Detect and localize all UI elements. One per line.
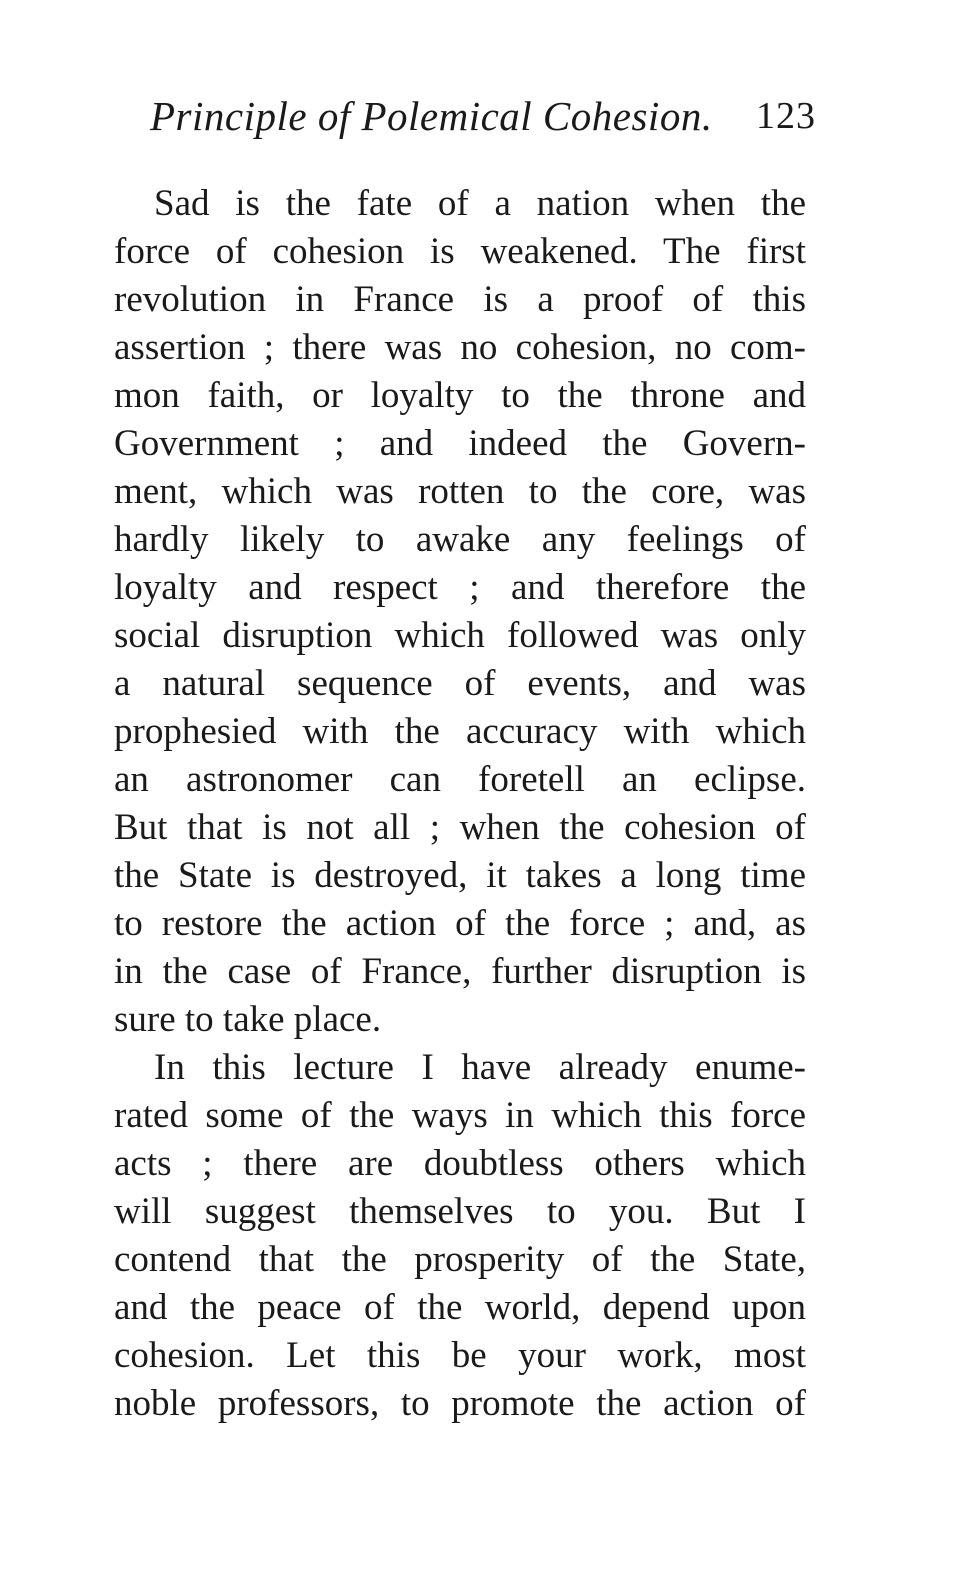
text-line: hardly likely to awake any feelings of [114,519,806,560]
text-line: Sad is the fate of a nation when the [154,183,806,224]
text-line: in the case of France, further disruption is [114,951,806,992]
paragraph-2 [114,1044,806,1428]
text-line: a natural sequence of events, and was [114,663,806,704]
running-title: Principle of Polemical Cohesion. [150,93,713,139]
text-line: sure to take place. [114,999,382,1040]
page-number: 123 [756,95,816,137]
text-line: force of cohesion is weakened. The first [114,231,806,272]
text-line: ment, which was rotten to the core, was [114,471,806,512]
text-line: assertion ; there was no cohesion, no com- [114,327,806,368]
text-line: mon faith, or loyalty to the throne and [114,375,806,416]
text-line: noble professors, to promote the action of [114,1383,806,1424]
body-text [114,180,806,1428]
text-line: cohesion. Let this be your work, most [114,1335,806,1376]
text-line: to restore the action of the force ; and, as [114,903,806,944]
text-line: and the peace of the world, depend upon [114,1287,806,1328]
text-line: social disruption which followed was only [114,615,806,656]
text-line: revolution in France is a proof of this [114,279,806,320]
text-line: the State is destroyed, it takes a long time [114,855,806,896]
paragraph-1 [114,180,806,1044]
text-line: contend that the prosperity of the State, [114,1239,806,1280]
text-line: But that is not all ; when the cohesion of [114,807,806,848]
text-line: will suggest themselves to you. But I [114,1191,806,1232]
text-line: rated some of the ways in which this force [114,1095,806,1136]
text-line: prophesied with the accuracy with which [114,711,806,752]
text-line: acts ; there are doubtless others which [114,1143,806,1184]
running-header [150,92,816,146]
text-line: loyalty and respect ; and therefore the [114,567,806,608]
text-line: Government ; and indeed the Govern- [114,423,806,464]
text-line: an astronomer can foretell an eclipse. [114,759,806,800]
text-line: In this lecture I have already enume- [154,1047,806,1088]
